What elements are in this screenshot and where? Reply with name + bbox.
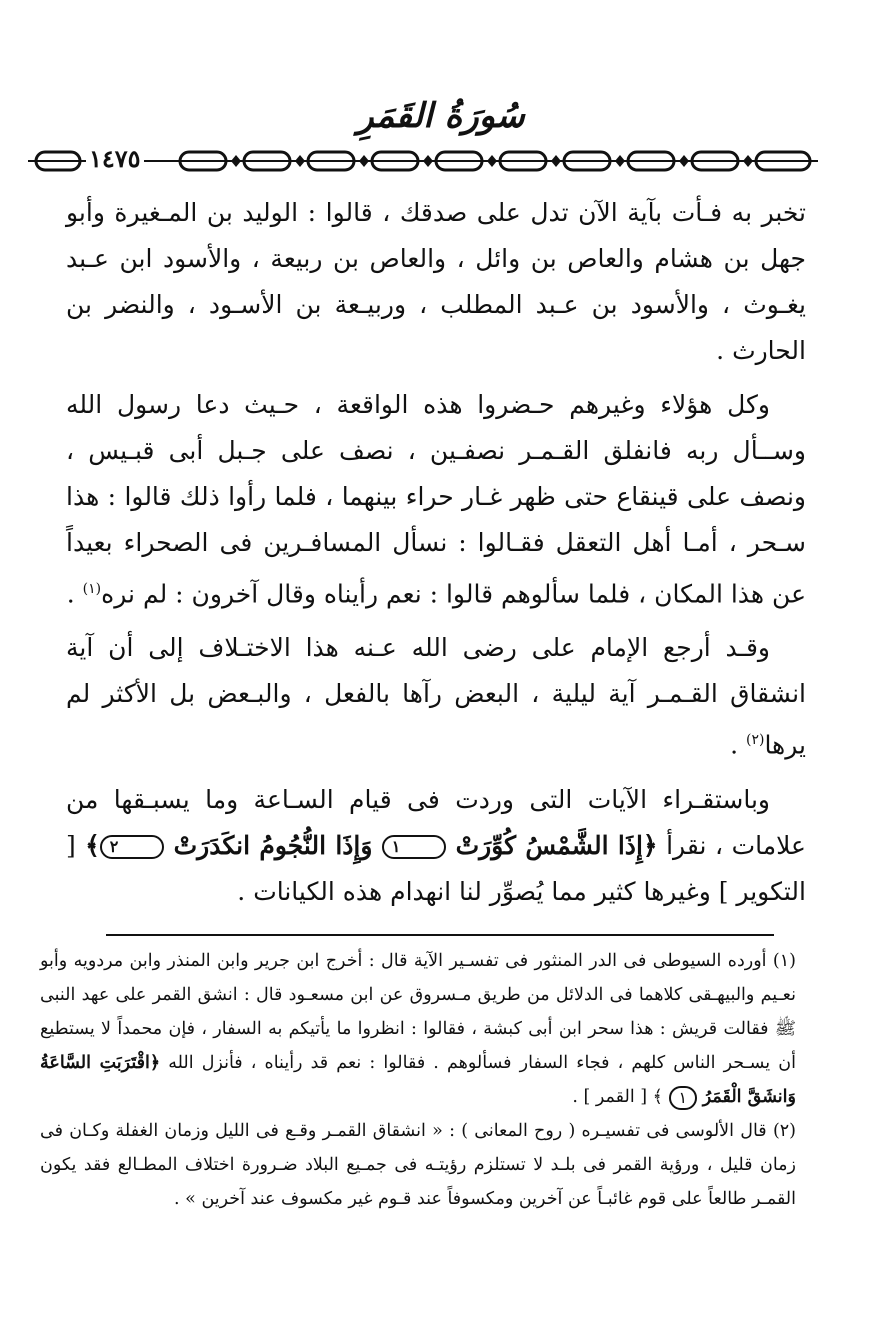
header-ornament-band (28, 146, 818, 176)
verse-number-marker: ١ (382, 835, 447, 859)
verse-number-marker: ٢ (100, 835, 165, 859)
footnote-1-quran: ﴿اقْتَرَبَتِ السَّاعَةُ وَانشَقَّ الْقَمَرُ (40, 1053, 796, 1107)
footnote-2-label: (٢) (772, 1121, 796, 1141)
footnote-2-text: قال الألوسى فى تفسيـره ( روح المعانى ) : « انشقاق القمـر وقـع فى الليل وزمان الغفلة وكـان فى زمان قليل ، ورؤية القمر فى بلـد لا تستلزم رؤيتـه فى جمـيع البلاد ضـرورة اختلاف المطـالع فقد يكون القمـر طالعاً على قوم غائبـاً عن آخرين ومكسوفاً عند قـوم غير مكسوف عند آخرين » . (40, 1121, 796, 1209)
main-text (66, 190, 806, 923)
footnote-1 (40, 944, 796, 1114)
paragraph-1-text: تخبر به فـأت بآية الآن تدل على صدقك ، قالوا : الوليد بن المـغيرة وأبو جهل بن هشام والعاص بن وائل ، والعاص بن ربيعة ، والأسود ابن عـبد يغـوث ، والأسود بن عـبد المطلب ، وربيـعة بن الأسـود ، والنضر بن الحارث . (66, 198, 806, 365)
paragraph-1 (66, 190, 806, 374)
quran-verse-part-2: وَإِذَا النُّجُومُ انكَدَرَتْ (173, 830, 373, 860)
footnote-1-text: أورده السيوطى فى الدر المنثور فى تفسـير الآية قال : أخرج ابن جرير وابن المنذر وابن مردويه وأبو نعـيم والبيهـقى كلاهما فى الدلائل من طريق مـسروق عن ابن مسعـود قال : انشق القمر على عهد النبى ﷺ فقالت قريش : هذا سحر ابن أبى كبشة ، فقالوا : انظروا ما يأتيكم به السفار ، فإن محمداً لا يستطيع أن يسـحر الناس كلهم ، فجاء السفار فسألوهم . فقالوا : نعم قد رأيناه ، فأنزل الله (40, 951, 796, 1073)
footnote-divider (106, 934, 774, 936)
footnote-2 (40, 1114, 796, 1216)
paragraph-2: وكل هؤلاء وغيرهم حـضروا هذه الواقعة ، حـيث دعا رسول الله وســأل ربه فانفلق القـمـر نصفـين ، نصف على جـبل أبى قبـيس ، ونصف على قينقاع حتى ظهر غـار حراء بينهما ، فلما رأوا ذلك قالوا : هذا سـحر ، أمـا أهل التعقل فقـالوا : نسأل المسافـرين فى الصحراء بعيداً عن هذا المكان ، فلما سألوهم قالوا : نعم رأيناه وقال آخرون : لم نره$^{(١)}$ . (66, 390, 806, 609)
footnote-ref-1: (١) (82, 581, 102, 597)
paragraph-2-text: وكل هؤلاء وغيرهم حـضروا هذه الواقعة ، حـيث دعا رسول الله وســأل ربه فانفلق القـمـر نصفـين ، نصف على جـبل أبى قبـيس ، ونصف على قينقاع حتى ظهر غـار حراء بينهما ، فلما رأوا ذلك قالوا : هذا سـحر ، أمـا أهل التعقل فقـالوا : نسأل المسافـرين فى الصحراء بعيداً عن هذا المكان ، فلما سألوهم قالوا : نعم رأيناه وقال آخرون : لم نره (66, 390, 806, 609)
footnote-1-source: ﴾ [ القمر ] . (572, 1087, 663, 1107)
paragraph-4-text-end: [ التكوير ] وغيرها كثير مما يُصوِّر لنا انهدام هذه الكيانات . (66, 830, 806, 906)
footnote-ref-2: (٢) (745, 732, 765, 749)
quran-verse (76, 831, 658, 860)
verse-number-marker: ١ (669, 1086, 698, 1110)
footnotes (40, 944, 796, 1216)
quran-verse-part-1: ﴿إِذَا الشَّمْسُ كُوِّرَتْ (455, 830, 658, 860)
paragraph-3: وقـد أرجع الإمام على رضى الله عـنه هذا الاختـلاف إلى أن آية انشقاق القـمـر آية ليلية ، البعض رآها بالفعل ، والبـعض بل الأكثر لم يرها$^{(٢)}$ . (66, 633, 806, 760)
footnote-1-label: (١) (772, 951, 796, 971)
paragraph-3-text: وقـد أرجع الإمام على رضى الله عـنه هذا الاختـلاف إلى أن آية انشقاق القـمـر آية ليلية ، البعض رآها بالفعل ، والبـعض بل الأكثر لم يرها (66, 633, 806, 760)
quran-bracket-close: ﴾ (85, 830, 100, 860)
paragraph-4 (66, 777, 806, 915)
page-number: ١٤٧٥ (86, 144, 144, 173)
paragraph-4-text: وباستقـراء الآيات التى وردت فى قيام السـاعة وما يسبـقها من علامات ، نقرأ (66, 784, 806, 860)
surah-title: سُورَةُ القَمَرِ (357, 96, 525, 136)
